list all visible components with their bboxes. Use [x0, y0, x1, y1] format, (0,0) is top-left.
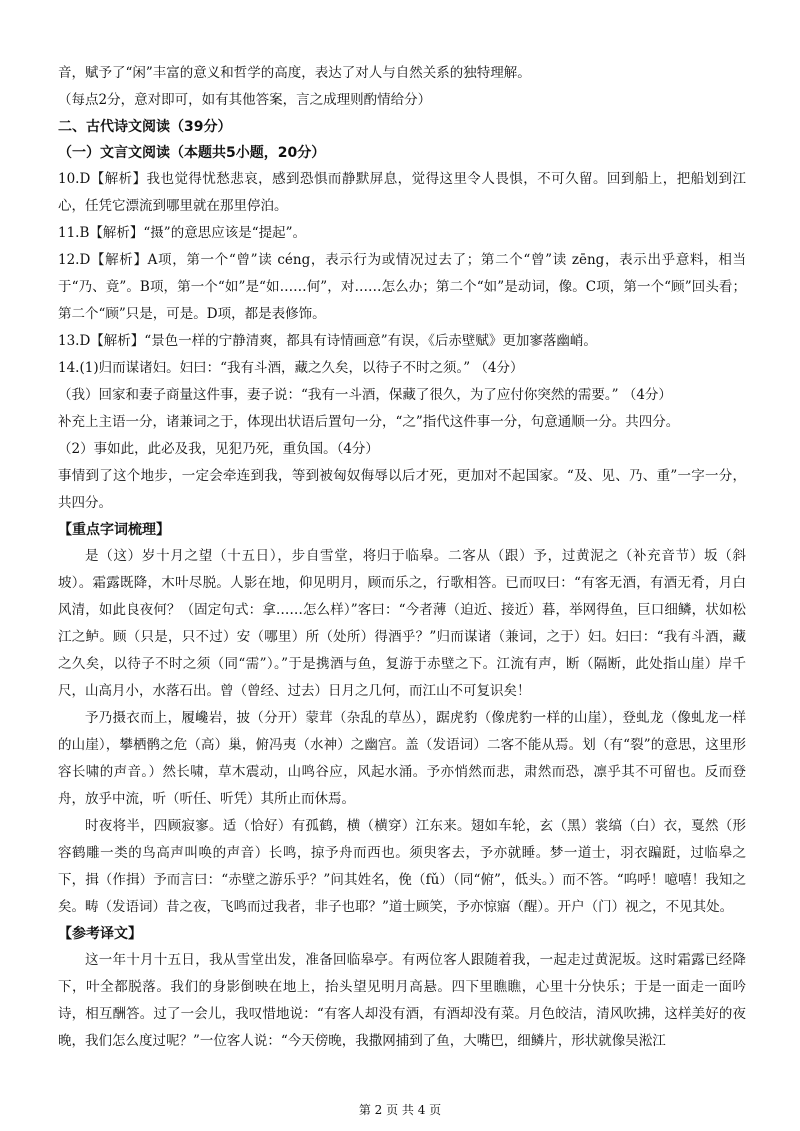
translation-heading: 【参考译文】	[58, 926, 142, 942]
answer-q14-2-translation: 事情到了这个地步，一定会牵连到我，等到被匈奴侮辱以后才死，更加对不起国家。“及、见、乃、重”一字一分，共四分。	[58, 468, 746, 511]
answer-q14-1-translation: （我）回家和妻子商量这件事，妻子说：“我有一斗酒，保藏了很久，为了应付你突然的需要。” （4分）	[58, 387, 672, 403]
page-footer: 第 2 页 共 4 页	[358, 1103, 442, 1117]
vocab-heading: 【重点字词梳理】	[58, 522, 170, 538]
vocab-paragraph-2: 予乃摄衣而上，履巉岩，披（分开）蒙茸（杂乱的草丛），踞虎豹（像虎豹一样的山崖），登虬龙（像虬龙一样的山崖），攀栖鹘之危（高）巢，俯冯夷（水神）之幽宫。盖（发语词）二客不能从焉。划（有“裂”的意思，这里形容长啸的声音。）然长啸，草木震动，山鸣谷应，风起水涌。予亦悄然而悲，肃然而恐，凛乎其不可留也。反而登舟，放乎中流，听（听任、听凭）其所止而休焉。	[58, 710, 746, 807]
section-subtitle: （一）文言文阅读（本题共5小题，20分）	[58, 145, 326, 161]
section-title: 二、古代诗文阅读（39分）	[58, 119, 232, 135]
answer-q14-1: 14.(1)归而谋诸妇。妇曰：“我有斗酒，藏之久矣，以待子不时之须。” （4分）	[58, 360, 524, 376]
scoring-note: （每点2分，意对即可，如有其他答案，言之成理则酌情给分）	[58, 92, 432, 108]
vocab-paragraph-3: 时夜将半，四顾寂寥。适（恰好）有孤鹤，横（横穿）江东来。翅如车轮，玄（黑）裳缟（白）衣，戛然（形容鹤雕一类的鸟高声叫唤的声音）长鸣，掠予舟而西也。须臾客去，予亦就睡。梦一道士，羽衣蹁跹，过临皋之下，揖（作揖）予而言曰：“赤壁之游乐乎？”问其姓名，俛（fǔ）（同“俯”，低头。）而不答。“呜呼！噫嘻！我知之矣。畴（发语词）昔之夜，飞鸣而过我者，非子也耶？”道士顾笑，予亦惊寤（醒）。开户（门）视之，不见其处。	[58, 818, 746, 915]
document-page	[58, 60, 746, 1055]
answer-q12: 12.D【解析】A项，第一个“曾”读 céng，表示行为或情况过去了；第二个“曾”读 zēng，表示出乎意料，相当于“乃、竟”。B项，第一个“如”是“如……何”，对……怎么办；第二个“如”是动词，像。C项，第一个“顾”回头看；第二个“顾”只是，可是。D项，都是表修饰。	[58, 252, 746, 322]
answer-q11: 11.B【解析】“摄”的意思应该是“提起”。	[58, 225, 306, 241]
answer-q13: 13.D【解析】“景色一样的宁静清爽，都具有诗情画意”有误，《后赤壁赋》更加寥落幽峭。	[58, 333, 597, 349]
translation-paragraph-1: 这一年十月十五日，我从雪堂出发，准备回临皋亭。有两位客人跟随着我，一起走过黄泥坂。这时霜露已经降下，叶全都脱落。我们的身影倒映在地上，抬头望见明月高悬。四下里瞧瞧，心里十分快乐；于是一面走一面吟诗，相互酬答。过了一会儿，我叹惜地说：“有客人却没有酒，有酒却没有菜。月色皎洁，清风吹拂，这样美好的夜晚，我们怎么度过呢？”一位客人说：“今天傍晚，我撒网捕到了鱼，大嘴巴，细鳞片，形状就像吴淞江	[58, 952, 746, 1049]
answer-q10: 10.D【解析】我也觉得忧愁悲哀，感到恐惧而静默屏息，觉得这里令人畏惧，不可久留。回到船上，把船划到江心，任凭它漂流到哪里就在那里停泊。	[58, 171, 746, 214]
vocab-paragraph-1: 是（这）岁十月之望（十五日），步自雪堂，将归于临皋。二客从（跟）予，过黄泥之（补充音节）坂（斜坡）。霜露既降，木叶尽脱。人影在地，仰见明月，顾而乐之，行歌相答。已而叹曰：“有客无酒，有酒无肴，月白风清，如此良夜何？（固定句式：拿……怎么样）”客曰：“今者薄（迫近、接近）暮，举网得鱼，巨口细鳞，状如松江之鲈。顾（只是，只不过）安（哪里）所（处所）得酒乎？”归而谋诸（兼词，之于）妇。妇曰：“我有斗酒，藏之久矣，以待子不时之须（同“需”）。”于是携酒与鱼，复游于赤壁之下。江流有声，断（隔断，此处指山崖）岸千尺，山高月小，水落石出。曾（曾经、过去）日月之几何，而江山不可复识矣！	[58, 548, 746, 699]
answer-q14-1-scoring: 补充上主语一分，诸兼词之于，体现出状语后置句一分，“之”指代这件事一分，句意通顺一分。共四分。	[58, 414, 680, 430]
answer-q14-2: （2）事如此，此必及我，见犯乃死，重负国。（4分）	[58, 441, 379, 457]
intro-line: 音，赋予了“闲”丰富的意义和哲学的高度，表达了对人与自然关系的独特理解。	[58, 65, 531, 81]
